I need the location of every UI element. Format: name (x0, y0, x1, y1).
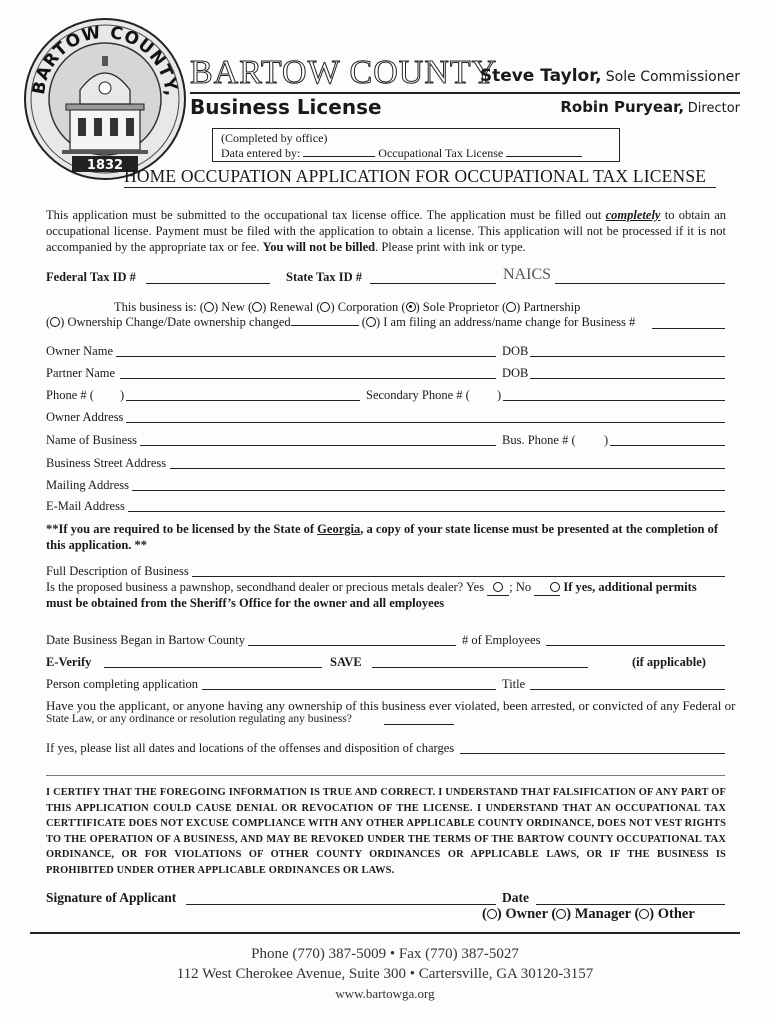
partner-dob-field[interactable] (530, 378, 725, 379)
radio-renewal[interactable] (252, 302, 262, 312)
dob-label: DOB (502, 344, 529, 358)
title-field[interactable] (530, 689, 725, 690)
federal-tax-id-label: Federal Tax ID # (46, 270, 136, 284)
radio-ownership-change[interactable] (50, 317, 60, 327)
date-began-field[interactable] (248, 645, 456, 646)
radio-corporation[interactable] (320, 302, 330, 312)
if-applicable-note: (if applicable) (632, 655, 706, 669)
employees-field[interactable] (546, 645, 725, 646)
description-label: Full Description of Business (46, 564, 189, 578)
footer-rule (30, 932, 740, 934)
title-underline (124, 187, 716, 188)
role-manager-label: Manager (574, 906, 631, 922)
email-address-label: E-Mail Address (46, 499, 125, 513)
signature-label: Signature of Applicant (46, 890, 177, 905)
dob-field[interactable] (530, 356, 725, 357)
owner-address-field[interactable] (126, 422, 725, 423)
federal-tax-id-field[interactable] (146, 283, 270, 284)
secondary-phone-close: ) (497, 388, 502, 402)
pawn-question-label: Is the proposed business a pawnshop, secondhand dealer or precious metals dealer? Yes (46, 580, 485, 594)
mailing-address-label: Mailing Address (46, 478, 129, 492)
footer-phone-fax: Phone (770) 387-5009 • Fax (770) 387-5027 (251, 946, 519, 962)
description-field[interactable] (192, 576, 725, 577)
intro-text-3: . Please print with ink or type. (375, 240, 526, 254)
address-change-label: I am filing an address/name change for Business # (383, 315, 636, 329)
employees-label: # of Employees (462, 633, 541, 647)
radio-new[interactable] (204, 302, 214, 312)
office-use-box (212, 128, 620, 162)
certification-statement: I CERTIFY THAT THE FOREGOING INFORMATION IS TRUE AND CORRECT. I UNDERSTAND THAT FALSIFICATION OF ANY PART OF THIS APPLICATION COULD CAUSE DENIAL OR REVOCATION OF THE LICENSE. I UNDERSTAND THAT AN OCCUPATIONAL TAX CERTTIFICATE DOES NOT EXCUSE COMPLIANCE WITH ANY OTHER APPLICABLE COUNTY ORDINANCE, DOES NOT VEST RIGHTS TO THE OPERATION OF A BUSINESS, AND MAY BE REVOKED UNDER THE TERMS OF THE BARTOW COUNTY OCCUPATIONAL TAX ORDINANCE, OR FOR VIOLATIONS OF OTHER COUNTY ORDINANCES OR APPLICABLE LAWS, OR IF THE BUSINESS IS PROHIBITED UNDER OTHER APPLICABLE ORDINANCES OR LAWS. (46, 787, 726, 876)
date-began-label: Date Business Began in Bartow County (46, 633, 245, 647)
violation-list-prompt: If yes, please list all dates and locations of the offenses and disposition of charges (46, 741, 455, 755)
bus-phone-label: Bus. Phone # ( (502, 433, 576, 447)
naics-field[interactable] (555, 283, 725, 284)
phone-label: Phone # ( (46, 388, 94, 402)
director-role: Director (687, 101, 740, 116)
director-line (560, 98, 740, 117)
everify-field[interactable] (104, 667, 322, 668)
radio-address-change[interactable] (366, 317, 376, 327)
address-change-business-field[interactable] (652, 328, 725, 329)
state-notice-georgia: Georgia (317, 522, 361, 536)
partner-name-label: Partner Name (46, 366, 116, 380)
secondary-phone-label: Secondary Phone # ( (366, 388, 470, 402)
street-address-field[interactable] (170, 468, 725, 469)
director-name: Robin Puryear, (560, 98, 685, 116)
save-field[interactable] (372, 667, 588, 668)
intro-text-2: to obtain an occupational license. Payment must be filed with the application to obtain a license. This application will not be processed if it is not accompanied by the appropriate tax or fee. (46, 208, 727, 254)
bus-phone-close: ) (604, 433, 609, 447)
street-address-label: Business Street Address (46, 456, 167, 470)
state-tax-id-field[interactable] (370, 283, 496, 284)
violation-question-line1: Have you the applicant, or anyone having any ownership of this business ever violated, been arrested, or convicted of any Federal or (46, 698, 736, 713)
pawn-no-field[interactable] (534, 580, 560, 596)
occupational-license-label: Occupational Tax License (378, 146, 504, 160)
mailing-address-field[interactable] (132, 490, 725, 491)
seal-year: 1832 (86, 158, 124, 173)
pawn-no-label: ; No (509, 580, 532, 594)
radio-role-manager[interactable] (556, 909, 566, 919)
phone-field[interactable] (126, 400, 360, 401)
footer-address: 112 West Cherokee Avenue, Suite 300 • Cartersville, GA 30120-3157 (176, 966, 594, 982)
commissioner-name: Steve Taylor, (479, 66, 602, 86)
option-corporation-label: Corporation (337, 300, 399, 314)
radio-sole-proprietor[interactable] (406, 302, 416, 312)
business-name-field[interactable] (140, 445, 496, 446)
state-license-notice (46, 521, 728, 553)
courthouse-seal-icon (22, 16, 188, 182)
intro-emphasis: completely (605, 208, 661, 222)
owner-name-label: Owner Name (46, 344, 113, 358)
email-address-field[interactable] (128, 511, 725, 512)
phone-close: ) (120, 388, 125, 402)
person-completing-label: Person completing application (46, 677, 199, 691)
pawn-yes-field[interactable] (487, 580, 509, 596)
ownership-change-row: ( ) Ownership Change/Date ownership changed ( ) I am filing an address/name change for Business # (46, 315, 636, 329)
partner-dob-label: DOB (502, 366, 529, 380)
state-notice-text: **If you are required to be licensed by the State of (46, 522, 318, 536)
option-renewal-label: Renewal (269, 300, 314, 314)
owner-address-label: Owner Address (46, 410, 124, 424)
permits-notice: If yes, additional permits (563, 580, 697, 594)
business-name-label: Name of Business (46, 433, 137, 447)
radio-pawn-no[interactable] (550, 582, 560, 592)
radio-partnership[interactable] (506, 302, 516, 312)
secondary-phone-field[interactable] (503, 400, 725, 401)
radio-role-other[interactable] (639, 909, 649, 919)
business-type-row: This business is: ( ) New ( ) Renewal ( ) Corporation ( ) Sole Proprietor ( ) Partnership (114, 300, 581, 314)
option-new-label: New (221, 300, 245, 314)
data-entered-field[interactable] (303, 156, 375, 157)
ownership-change-label: Ownership Change/Date ownership changed (67, 315, 291, 329)
footer (0, 944, 770, 1004)
everify-label: E-Verify (46, 655, 92, 669)
form-title: HOME OCCUPATION APPLICATION FOR OCCUPATIONAL TAX LICENSE (124, 166, 707, 186)
option-sole-proprietor-label: Sole Proprietor (422, 300, 499, 314)
radio-role-owner[interactable] (487, 909, 497, 919)
intro-paragraph (46, 207, 726, 255)
date-label: Date (502, 890, 529, 905)
violation-list-field[interactable] (460, 753, 725, 754)
footer-website: www.bartowga.org (335, 986, 435, 1001)
signature-field[interactable] (186, 904, 496, 905)
partner-name-field[interactable] (120, 378, 496, 379)
option-partnership-label: Partnership (523, 300, 581, 314)
bus-phone-field[interactable] (610, 445, 725, 446)
county-seal (22, 16, 188, 182)
violation-question-line2: State Law, or any ordinance or resolution regulating any business? (46, 713, 352, 725)
business-type-lead: This business is: (114, 300, 197, 314)
office-use-caption: (Completed by office) (221, 131, 328, 145)
radio-pawn-yes[interactable] (493, 582, 503, 592)
applicant-role-row: ( ) Owner ( ) Manager ( ) Other (482, 906, 695, 922)
title-label: Title (502, 677, 526, 691)
violation-list-field-2[interactable] (46, 775, 725, 776)
naics-label: NAICS (503, 266, 552, 283)
role-owner-label: Owner (505, 906, 548, 922)
state-tax-id-label: State Tax ID # (286, 270, 363, 284)
occupational-license-field[interactable] (506, 156, 582, 157)
permits-notice-line2: must be obtained from the Sheriff’s Office for the owner and all employees (46, 596, 445, 610)
commissioner-role: Sole Commissioner (605, 69, 740, 85)
license-title: Business License (190, 95, 382, 119)
violation-answer-field[interactable] (384, 724, 454, 725)
save-label: SAVE (330, 655, 362, 669)
signature-date-field[interactable] (536, 904, 725, 905)
state-notice-text-2: , a copy of your state license must be presented at the completion of this application. ** (46, 522, 719, 552)
role-other-label: Other (657, 906, 695, 922)
seal-arc-text: BARTOW COUNTY, (28, 22, 182, 98)
pawn-question-row (46, 580, 697, 596)
data-entered-label: Data entered by: (221, 146, 301, 160)
owner-name-field[interactable] (116, 356, 496, 357)
commissioner-line (480, 66, 740, 86)
county-title: BARTOW COUNTY (190, 54, 498, 91)
person-completing-field[interactable] (202, 689, 496, 690)
intro-not-billed: You will not be billed (262, 240, 376, 254)
intro-text: This application must be submitted to the occupational tax license office. The application must be filled out (46, 208, 606, 222)
ownership-change-date-field[interactable] (291, 325, 359, 326)
